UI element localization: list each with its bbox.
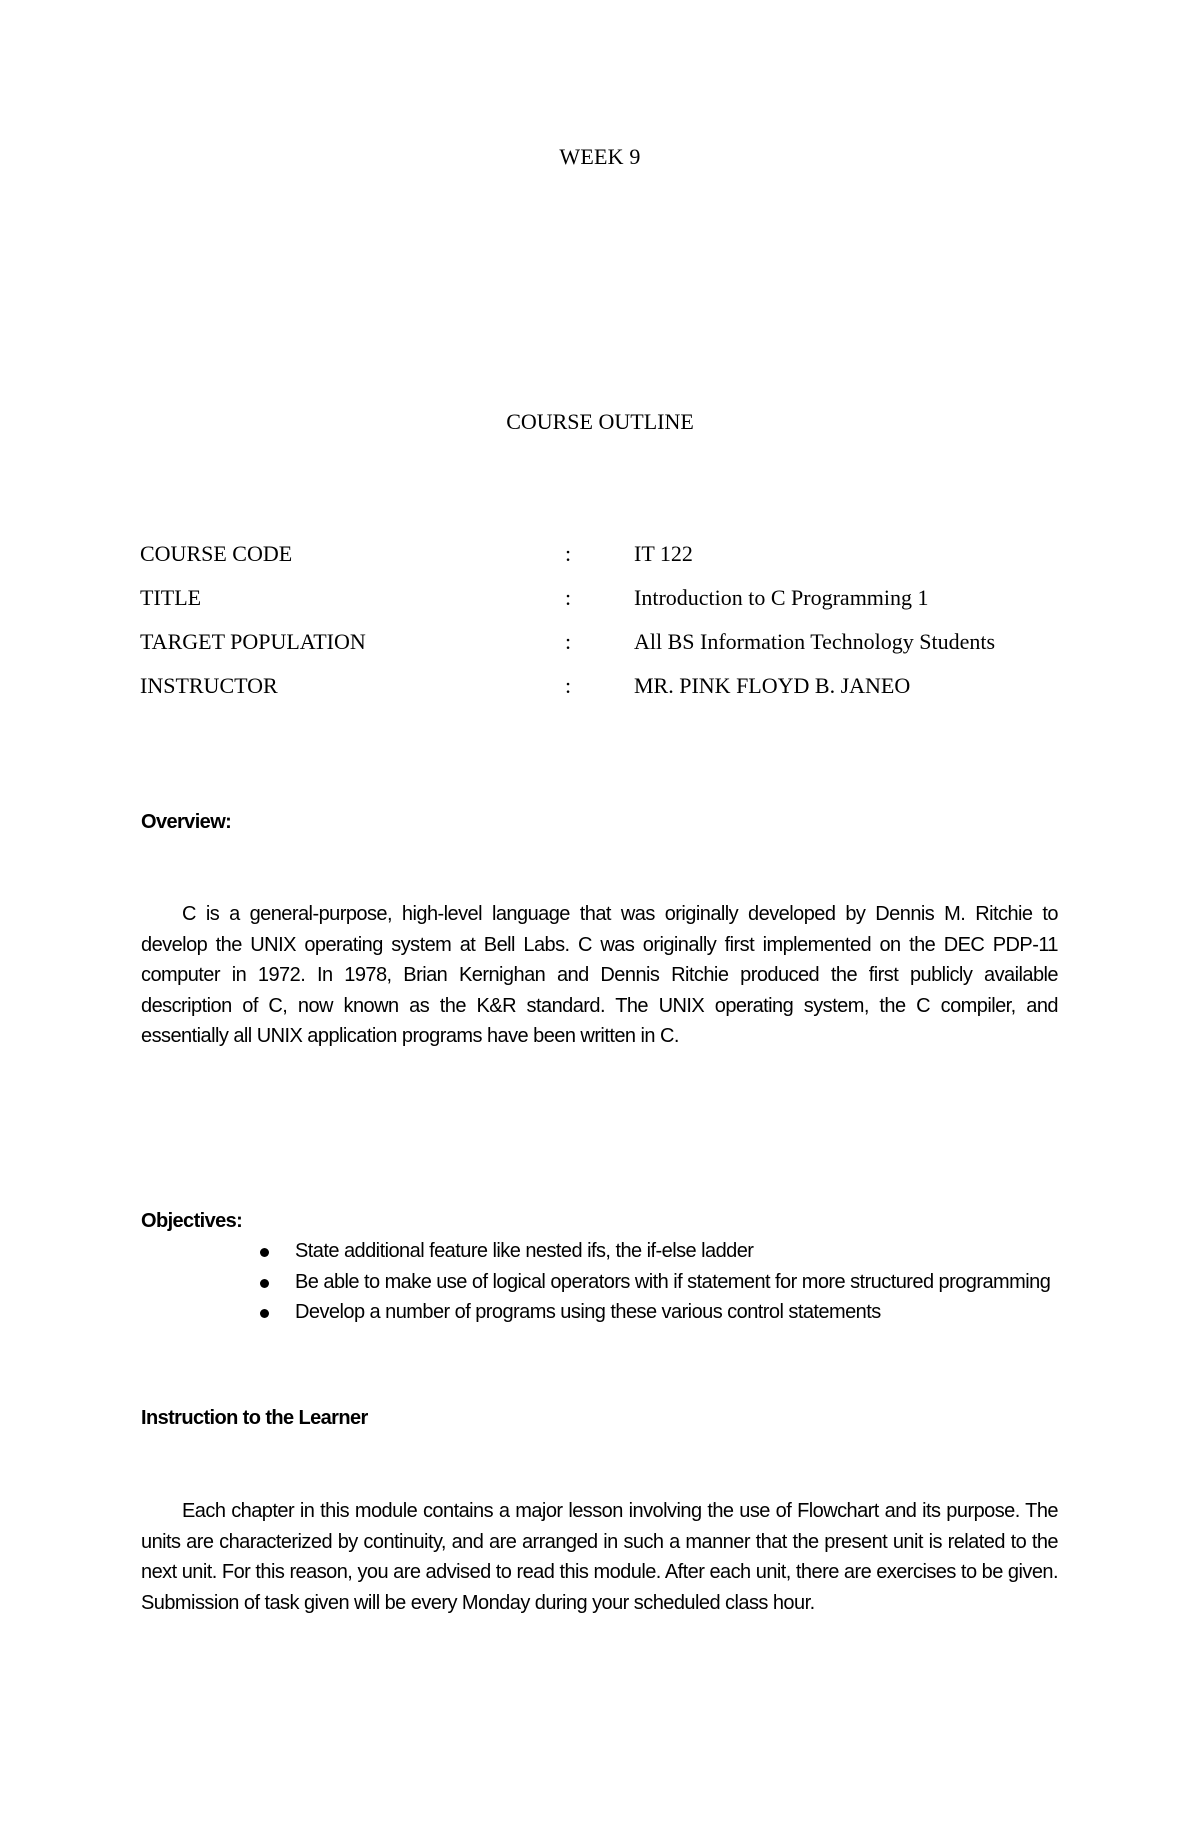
objectives-list — [253, 1236, 1058, 1328]
objective-text: Develop a number of programs using these various control statements — [295, 1301, 881, 1323]
instruction-paragraph: Each chapter in this module contains a major lesson involving the use of Flowchart and its purpose. The units are characterized by continuity, and are arranged in such a manner that the present unit is related to the next unit. For this reason, you are advised to read this module. After each unit, there are exercises to be given. Submission of task given will be every Monday during your scheduled class hour. — [141, 1500, 1058, 1614]
separator-colon: : — [565, 673, 572, 698]
course-code-label: COURSE CODE — [140, 541, 293, 566]
objective-item — [253, 1267, 1058, 1298]
bullet-icon — [260, 1248, 269, 1257]
objective-item — [253, 1297, 1058, 1328]
objectives-heading: Objectives: — [141, 1210, 243, 1232]
title-row — [140, 585, 1080, 629]
target-population-row — [140, 629, 1080, 673]
instructor-row — [140, 673, 1080, 717]
instruction-heading: Instruction to the Learner — [141, 1407, 368, 1429]
objective-text: Be able to make use of logical operators with if statement for more structured programming — [295, 1270, 1051, 1293]
course-info-table — [140, 541, 1080, 717]
instructor-value: MR. PINK FLOYD B. JANEO — [634, 673, 911, 698]
objective-text: State additional feature like nested ifs, the if-else ladder — [295, 1240, 754, 1262]
objective-item — [253, 1236, 1058, 1267]
overview-heading: Overview: — [141, 811, 232, 833]
week-title: WEEK 9 — [559, 144, 641, 169]
separator-colon: : — [565, 629, 572, 654]
separator-colon: : — [565, 585, 572, 610]
title-value: Introduction to C Programming 1 — [634, 585, 929, 610]
bullet-icon — [260, 1279, 269, 1288]
target-population-label: TARGET POPULATION — [140, 629, 366, 654]
instructor-label: INSTRUCTOR — [140, 673, 278, 698]
separator-colon: : — [565, 541, 572, 566]
course-code-value: IT 122 — [634, 541, 693, 566]
course-code-row — [140, 541, 1080, 585]
overview-paragraph: C is a general-purpose, high-level language that was originally developed by Dennis M. Ritchie to develop the UNIX operating system at Bell Labs. C was originally first implemented on the DEC PDP-11 computer in 1972. In 1978, Brian Kernighan and Dennis Ritchie produced the first publicly available description of C, now known as the K&R standard. The UNIX operating system, the C compiler, and essentially all UNIX application programs have been written in C. — [141, 903, 1058, 1047]
course-outline-title: COURSE OUTLINE — [506, 409, 694, 434]
target-population-value: All BS Information Technology Students — [634, 629, 996, 654]
title-label: TITLE — [140, 585, 202, 610]
bullet-icon — [260, 1309, 269, 1318]
